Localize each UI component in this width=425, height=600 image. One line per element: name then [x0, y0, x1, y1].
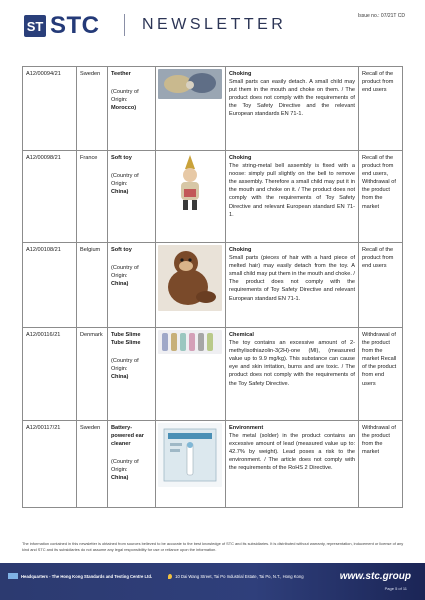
product-cell [108, 151, 156, 243]
risk-cell [226, 67, 359, 151]
origin-label: (Country of Origin: [111, 89, 139, 104]
risk-type: Choking [229, 247, 252, 253]
risk-cell [226, 151, 359, 243]
origin-label: (Country of Origin: [111, 358, 139, 373]
origin-country: China) [111, 189, 129, 196]
country-cell: Sweden [77, 421, 108, 508]
product-name: Soft toy [111, 247, 132, 253]
origin-label: (Country of Origin: [111, 173, 139, 188]
origin-country: China) [111, 374, 129, 381]
risk-cell [226, 421, 359, 508]
risk-type: Chemical [229, 332, 254, 338]
stc-logo [24, 12, 100, 40]
origin-label: (Country of Origin: [111, 265, 139, 280]
risk-description: The metal (solder) in the product contains an excessive amount of lead (measured value up to: 42.7% by weight). Lead poses a risk to the environment. / The article does not comply with the requirements of the RoHS 2 Directive. [229, 433, 355, 472]
country-cell: Sweden [77, 67, 108, 151]
product-photo-tube-slime [158, 330, 222, 354]
table-row [23, 67, 403, 151]
origin-label: (Country of Origin: [111, 459, 139, 474]
product-name: Battery-powered ear cleaner [111, 425, 144, 448]
ref-cell: A12/00117/21 [23, 421, 77, 508]
origin-country: China) [111, 281, 129, 288]
ref-cell: A12/00116/21 [23, 328, 77, 421]
ref-cell: A12/00098/21 [23, 151, 77, 243]
header-divider [124, 14, 125, 36]
risk-description: Small parts (pieces of hair with a hard piece of melted hair) may easily detach from the toy. A small child may put them in the mouth and choke. / The product does not comply with the requirements of Toy Safety Directive and relevant European standard EN 71-1. [229, 255, 355, 302]
country-cell: France [77, 151, 108, 243]
risk-cell [226, 328, 359, 421]
product-cell [108, 243, 156, 328]
page-number: Page 5 of 11 [384, 586, 407, 591]
table-row [23, 151, 403, 243]
risk-type: Choking [229, 155, 252, 161]
measure-cell: Withdrawal of the product from the market [359, 421, 403, 508]
country-cell: Denmark [77, 328, 108, 421]
table-row [23, 328, 403, 421]
recalls-table [22, 66, 403, 508]
product-photo-teether [158, 69, 222, 99]
country-cell: Belgium [77, 243, 108, 328]
issue-number: Issue no.: 07/21T CD [357, 13, 405, 19]
origin-country: China) [111, 475, 129, 482]
product-photo-soft-toy-doll [158, 153, 222, 215]
website-link[interactable]: www.stc.group [339, 571, 411, 582]
product-image-cell [156, 67, 226, 151]
address-text: 10 Dai Wang Street, Tai Po Industrial Estate, Tai Po, N.T., Hong Kong [175, 573, 304, 579]
measure-cell: Recall of the product from end users, Withdrawal of the product from the market [359, 151, 403, 243]
footer-bar [0, 563, 425, 600]
ref-cell: A12/00094/21 [23, 67, 77, 151]
product-cell [108, 67, 156, 151]
risk-description: The toy contains an excessive amount of 2-methylisothiazolin-3(2H)-one (MI), (measured value up to 9.9 mg/kg). This substance can cause eye and skin irritation, burns and are toxic. / The product does not comply with the requirements of the Toy Safety Directive. [229, 340, 355, 387]
measure-cell: Recall of the product from end users [359, 67, 403, 151]
product-cell [108, 328, 156, 421]
table-row [23, 243, 403, 328]
page-header [0, 0, 425, 50]
origin-country: Morocco) [111, 105, 137, 112]
risk-description: Small parts can easily detach. A small child may put them in the mouth and choke on them. / The product does not comply with the requirements of the Toy Safety Directive and the relevant European standards EN 71-1. [229, 79, 355, 118]
stc-logo-mark-icon: ST [24, 15, 46, 37]
product-photo-ear-cleaner [158, 423, 222, 487]
disclaimer-text: The information contained in this newsletter is obtained from sources believed to be accurate to the best knowledge of STC and its subsidiaries. It is distributed without warranty, representation, inducement or license of any kind and STC and its subsidiaries do not assume any legal responsibility for use or reliance upon the information. [22, 541, 404, 552]
newsletter-title: NEWSLETTER [142, 16, 287, 33]
measure-cell: Recall of the product from end users [359, 243, 403, 328]
risk-description: The string-metal bell assembly is fixed with a noose: simply pull slightly on the bell to remove the assembly. Therefore a small child may put it in the mouth and choke on it. / The product does not comply with the requirements of Toy Safety Directive and relevant European standard EN 71-1. [229, 163, 355, 218]
risk-type: Environment [229, 425, 264, 431]
headquarters-label: Headquarters - The Hong Kong Standards and Testing Centre Ltd. [21, 573, 153, 579]
headquarters-info [8, 573, 304, 579]
risk-cell [226, 243, 359, 328]
product-cell [108, 421, 156, 508]
product-name: Tube Slime Tube Slime [111, 332, 141, 347]
product-name: Teether [111, 71, 131, 77]
product-image-cell [156, 243, 226, 328]
ref-cell: A12/00108/21 [23, 243, 77, 328]
stc-logo-text: STC [50, 12, 100, 39]
measure-cell: Withdrawal of the product from the market Recall of the product from end users [359, 328, 403, 421]
table-row [23, 421, 403, 508]
product-image-cell [156, 151, 226, 243]
product-name: Soft toy [111, 155, 132, 161]
product-image-cell [156, 421, 226, 508]
product-image-cell [156, 328, 226, 421]
risk-type: Choking [229, 71, 252, 77]
product-photo-soft-toy-monkey [158, 245, 222, 311]
building-icon [8, 573, 18, 579]
location-pin-icon [168, 574, 172, 579]
